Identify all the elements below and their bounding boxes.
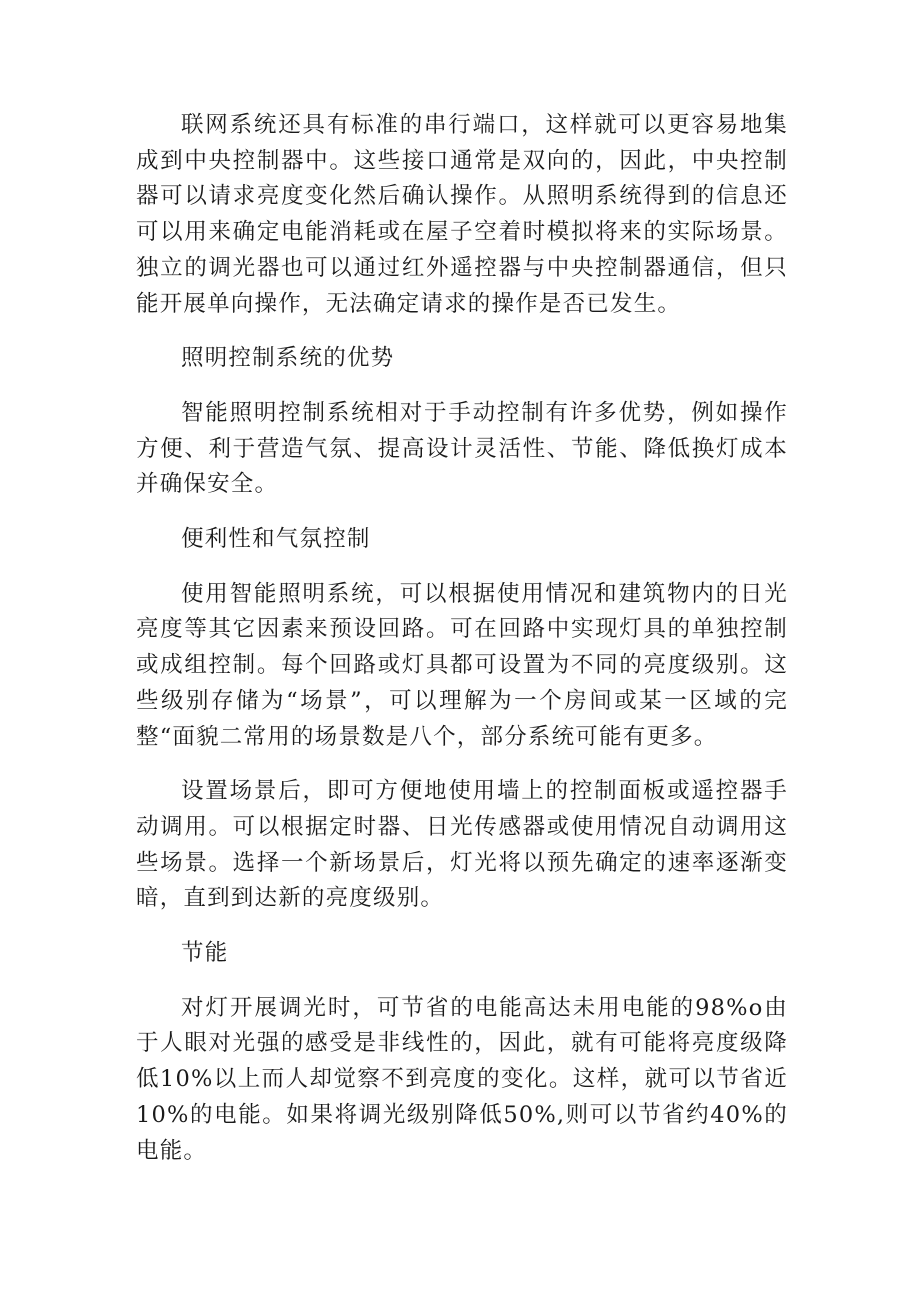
paragraph-scene-recall: 设置场景后，即可方便地使用墙上的控制面板或遥控器手动调用。可以根据定时器、日光传感器或使用情况自动调用这些场景。选择一个新场景后，灯光将以预先确定的速率逐渐变暗，直到到达新的亮度级别。 [136, 778, 788, 912]
paragraph-advantages: 智能照明控制系统相对于手动控制有许多优势，例如操作方便、利于营造气氛、提高设计灵活性、节能、降低换灯成本并确保安全。 [136, 399, 788, 498]
paragraph-energy-saving: 对灯开展调光时，可节省的电能高达未用电能的98%o由于人眼对光强的感受是非线性的，因此，就有可能将亮度级降低10%以上而人却觉察不到亮度的变化。这样，就可以节省近10%的电能。如果将调光级别降低50%,则可以节省约40%的电能。 [136, 994, 788, 1164]
heading-convenience-ambience: 便利性和气氛控制 [181, 526, 371, 553]
heading-energy-saving: 节能 [181, 940, 229, 967]
heading-lighting-control-advantages: 照明控制系统的优势 [181, 345, 395, 372]
paragraph-networked-system: 联网系统还具有标准的串行端口，这样就可以更容易地集成到中央控制器中。这些接口通常是双向的，因此，中央控制器可以请求亮度变化然后确认操作。从照明系统得到的信息还可以用来确定电能消耗或在屋子空着时模拟将来的实际场景。独立的调光器也可以通过红外遥控器与中央控制器通信，但只能开展单向操作，无法确定请求的操作是否已发生。 [136, 112, 788, 317]
document-body [136, 108, 788, 1188]
paragraph-scene-presets: 使用智能照明系统，可以根据使用情况和建筑物内的日光亮度等其它因素来预设回路。可在回路中实现灯具的单独控制或成组控制。每个回路或灯具都可设置为不同的亮度级别。这些级别存储为“场景”，可以理解为一个房间或某一区域的完整“面貌二常用的场景数是八个，部分系统可能有更多。 [136, 580, 788, 750]
